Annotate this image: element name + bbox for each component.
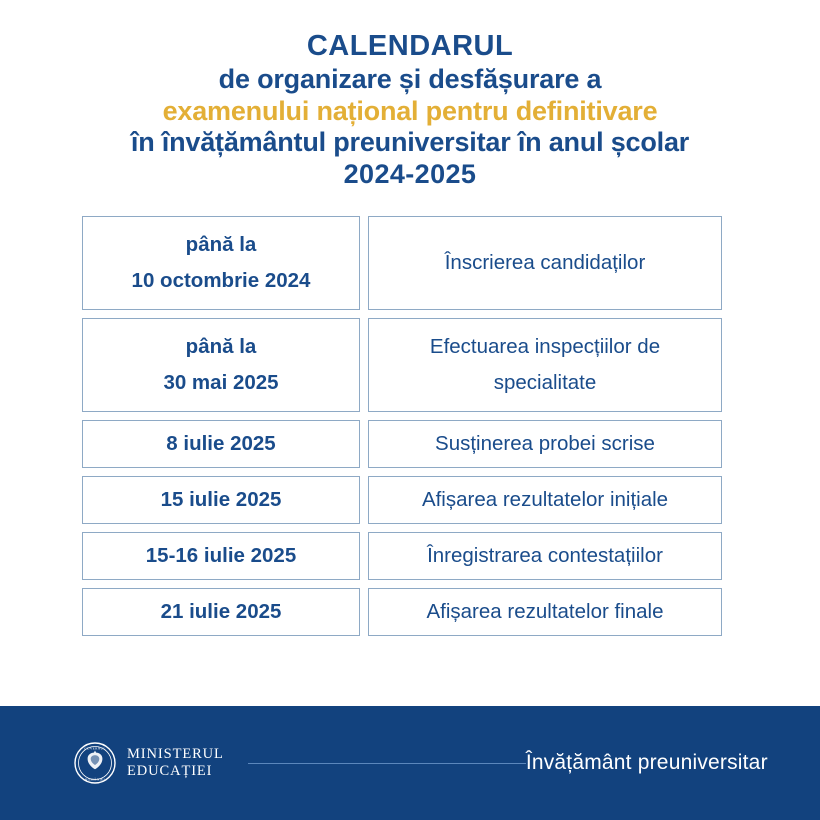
svg-text:ROMÂNIEI: ROMÂNIEI <box>85 777 105 782</box>
description-line: Efectuarea inspecțiilor de <box>429 335 661 359</box>
date-line: până la <box>185 335 257 359</box>
ministry-wordmark <box>127 746 224 779</box>
table-row <box>82 476 722 524</box>
title-line-5: 2024-2025 <box>343 158 477 189</box>
description-line: Afișarea rezultatelor inițiale <box>421 488 669 512</box>
date-line: până la <box>185 233 257 257</box>
title-line-1: CALENDARUL <box>306 30 514 62</box>
table-cell-description <box>368 216 722 310</box>
calendar-table-body <box>82 216 722 636</box>
title-line-4: în învățământul preuniversitar în anul școlar <box>130 127 690 158</box>
footer-banner <box>0 706 820 820</box>
table-row <box>82 420 722 468</box>
footer-tagline: Învățământ preuniversitar <box>525 751 768 774</box>
description-line: Afișarea rezultatelor finale <box>426 600 664 624</box>
table-cell-date <box>82 476 360 524</box>
page-title <box>0 0 820 190</box>
description-line: Înregistrarea contestațiilor <box>427 544 663 568</box>
svg-text:GUVERNUL: GUVERNUL <box>84 746 106 751</box>
title-line-3-highlight: examenului național pentru definitivare <box>162 95 658 126</box>
date-line: 10 octombrie 2024 <box>131 269 311 293</box>
table-cell-description <box>368 318 722 412</box>
table-cell-date <box>82 532 360 580</box>
ministry-line-2: EDUCAȚIEI <box>127 763 213 779</box>
description-line: specialitate <box>493 371 597 395</box>
table-cell-date <box>82 420 360 468</box>
table-row <box>82 318 722 412</box>
description-line: Înscrierea candidaților <box>444 251 646 275</box>
date-line: 15 iulie 2025 <box>160 488 282 512</box>
table-cell-description <box>368 476 722 524</box>
calendar-table-wrapper <box>0 216 820 644</box>
table-cell-date <box>82 216 360 310</box>
description-line: Susținerea probei scrise <box>435 432 655 456</box>
table-cell-description <box>368 532 722 580</box>
table-cell-date <box>82 318 360 412</box>
government-seal-icon <box>74 742 116 784</box>
footer-content <box>0 742 820 784</box>
table-cell-description <box>368 420 722 468</box>
table-row <box>82 216 722 310</box>
footer-divider <box>248 763 526 764</box>
title-line-2: de organizare și desfășurare a <box>218 63 602 94</box>
table-row <box>82 532 722 580</box>
table-cell-date <box>82 588 360 636</box>
date-line: 21 iulie 2025 <box>160 600 282 624</box>
date-line: 30 mai 2025 <box>163 371 279 395</box>
date-line: 15-16 iulie 2025 <box>145 544 297 568</box>
ministry-line-1: MINISTERUL <box>127 746 224 763</box>
calendar-table <box>74 208 730 644</box>
table-cell-description <box>368 588 722 636</box>
date-line: 8 iulie 2025 <box>166 432 276 456</box>
table-row <box>82 588 722 636</box>
